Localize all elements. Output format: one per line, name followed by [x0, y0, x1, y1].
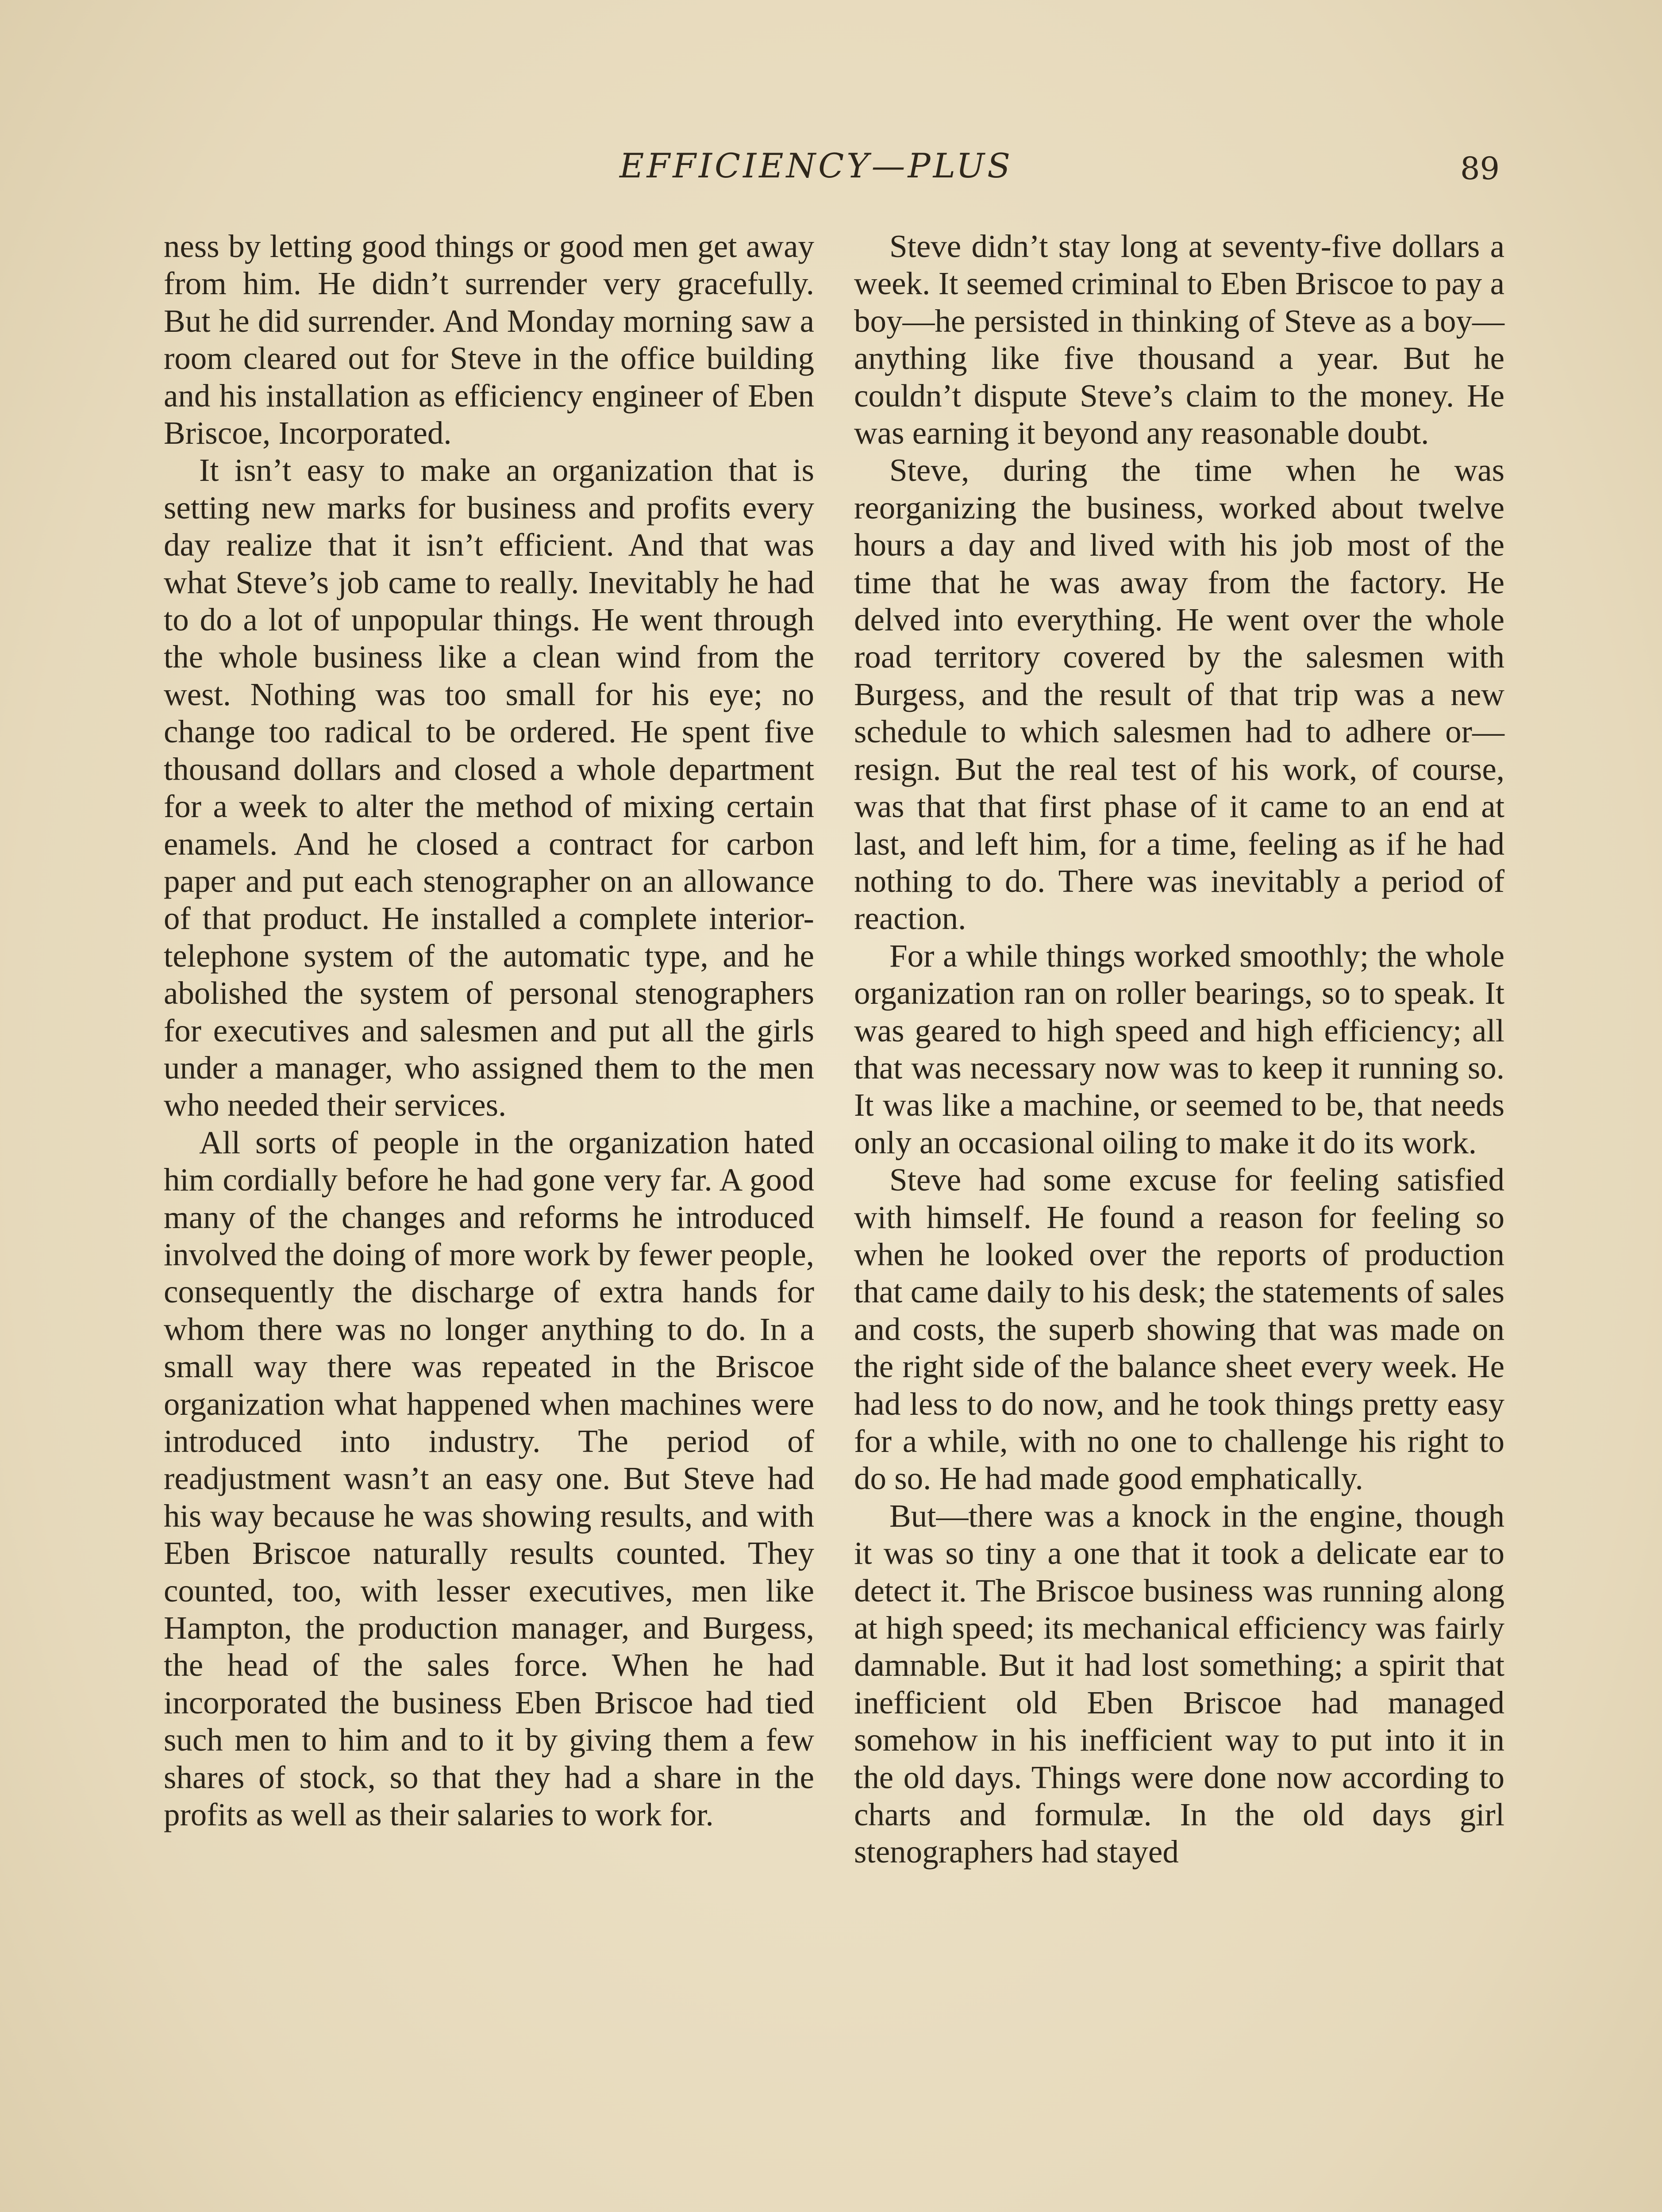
- paragraph: Steve didn’t stay long at seventy-five dollars a week. It seemed criminal to Eben Briscoe to pay a boy—he persisted in thinking of Steve as a boy—anything like five thousand a year. But he couldn’t dispute Steve’s claim to the money. He was earning it beyond any reasonable doubt.: [854, 228, 1504, 451]
- paragraph: ness by letting good things or good men get away from him. He didn’t surrender very gracefully. But he did surrender. And Monday morning saw a room cleared out for Steve in the office building and his installation as efficiency engineer of Eben Briscoe, Incorporated.: [164, 228, 814, 451]
- running-title: EFFICIENCY—PLUS: [619, 146, 1013, 185]
- paragraph: It isn’t easy to make an organization that is setting new marks for business and profits every day realize that it isn’t efficient. And that was what Steve’s job came to really. Inevitably he had to do a lot of unpopular things. He went through the whole business like a clean wind from the west. Nothing was too small for his eye; no change too radical to be ordered. He spent five thousand dollars and closed a whole department for a week to alter the method of mixing certain enamels. And he closed a contract for carbon paper and put each stenographer on an allowance of that product. He installed a complete interior-telephone system of the automatic type, and he abolished the system of personal stenographers for executives and salesmen and put all the girls under a manager, who assigned them to the men who needed their services.: [164, 452, 814, 1123]
- page-header: [0, 137, 1662, 195]
- paragraph: For a while things worked smoothly; the whole organization ran on roller bearings, so to speak. It was geared to high speed and high efficiency; all that was necessary now was to keep it running so. It was like a machine, or seemed to be, that needs only an occasional oiling to make it do its work.: [854, 937, 1504, 1160]
- paragraph: Steve had some excuse for feeling satisfied with himself. He found a reason for feeling so when he looked over the reports of production that came daily to his desk; the statements of sales and costs, the superb showing that was made on the right side of the balance sheet every week. He had less to do now, and he took things pretty easy for a while, with no one to challenge his right to do so. He had made good emphatically.: [854, 1162, 1504, 1497]
- paragraph: All sorts of people in the organization hated him cordially before he had gone very far. A good many of the changes and reforms he introduced involved the doing of more work by fewer people, consequently the discharge of extra hands for whom there was no longer anything to do. In a small way there was repeated in the Briscoe organization what happened when machines were introduced into industry. The period of readjustment wasn’t an easy one. But Steve had his way because he was showing results, and with Eben Briscoe naturally results counted. They counted, too, with lesser executives, men like Hampton, the production manager, and Burgess, the head of the sales force. When he had incorporated the business Eben Briscoe had tied such men to him and to it by giving them a few shares of stock, so that they had a share in the profits as well as their salaries to work for.: [164, 1124, 814, 1833]
- paragraph: But—there was a knock in the engine, though it was so tiny a one that it took a delicate ear to detect it. The Briscoe business was running along at high speed; its mechanical efficiency was fairly damnable. But it had lost something; a spirit that inefficient old Eben Briscoe had managed somehow in his inefficient way to put into it in the old days. Things were done now according to charts and formulæ. In the old days girl stenographers had stayed: [854, 1498, 1504, 1870]
- right-column: [854, 228, 1504, 1871]
- left-column: [164, 228, 814, 1833]
- page-number: 89: [1460, 150, 1500, 187]
- paragraph: Steve, during the time when he was reorganizing the business, worked about twelve hours a day and lived with his job most of the time that he was away from the factory. He delved into everything. He went over the whole road territory covered by the salesmen with Burgess, and the result of that trip was a new schedule to which salesmen had to adhere or—resign. But the real test of his work, of course, was that that first phase of it came to an end at last, and left him, for a time, feeling as if he had nothing to do. There was inevitably a period of reaction.: [854, 452, 1504, 937]
